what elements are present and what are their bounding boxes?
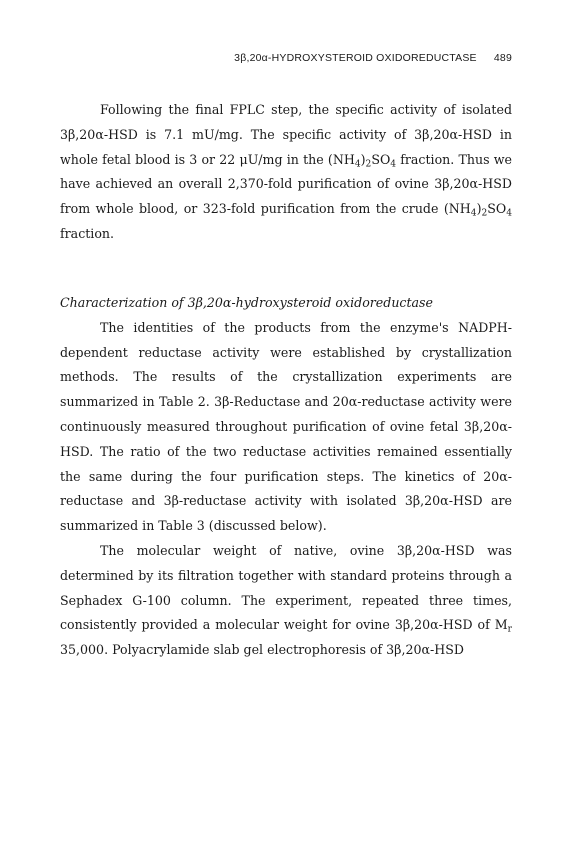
paragraph-block-1 [60,98,512,272]
section-heading: Characterization of 3β,20α-hydroxysteroid oxidoreductase [60,295,433,310]
paragraph-product-identities: The identities of the products from the enzyme's NADPH-dependent reductase activity were established by crystallization methods. The results of the crystallization experiments are summarized in Table 2. 3β-Reductase and 20α-reductase activity were continuously measured throughout purification of ovine fetal 3β,20α-HSD. The ratio of the two reductase activities remained essentially the same during the four purification steps. The kinetics of 20α-reductase and 3β-reductase activity with isolated 3β,20α-HSD are summarized in Table 3 (discussed below). [60,319,512,534]
running-title: 3β,20α-HYDROXYSTEROID OXIDOREDUCTASE [234,52,477,64]
paragraph-purification-summary: Following the final FPLC step, the specific activity of isolated 3β,20α-HSD is 7.1 mU/mg. The specific activity of 3β,20α-HSD in whole fetal blood is 3 or 22 μU/mg in the $(NH_4)_2SO_4$ fraction. Thus we have achieved an overall 2,370-fold purification of ovine 3β,20α-HSD from whole blood, or 323-fold purification from the crude $(NH_4)_2SO_4$ fraction. [60,102,512,241]
paragraph-block-2 [60,291,512,663]
running-header [234,52,512,64]
paragraph-molecular-weight: The molecular weight of native, ovine 3β,20α-HSD was determined by its filtration together with standard proteins through a Sephadex G-100 column. The experiment, repeated three times, consistently provided a molecular weight for ovine 3β,20α-HSD of $M_r$ 35,000. Polyacrylamide slab gel electrophoresis of 3β,20α-HSD [60,542,512,658]
page-number: 489 [493,52,512,64]
